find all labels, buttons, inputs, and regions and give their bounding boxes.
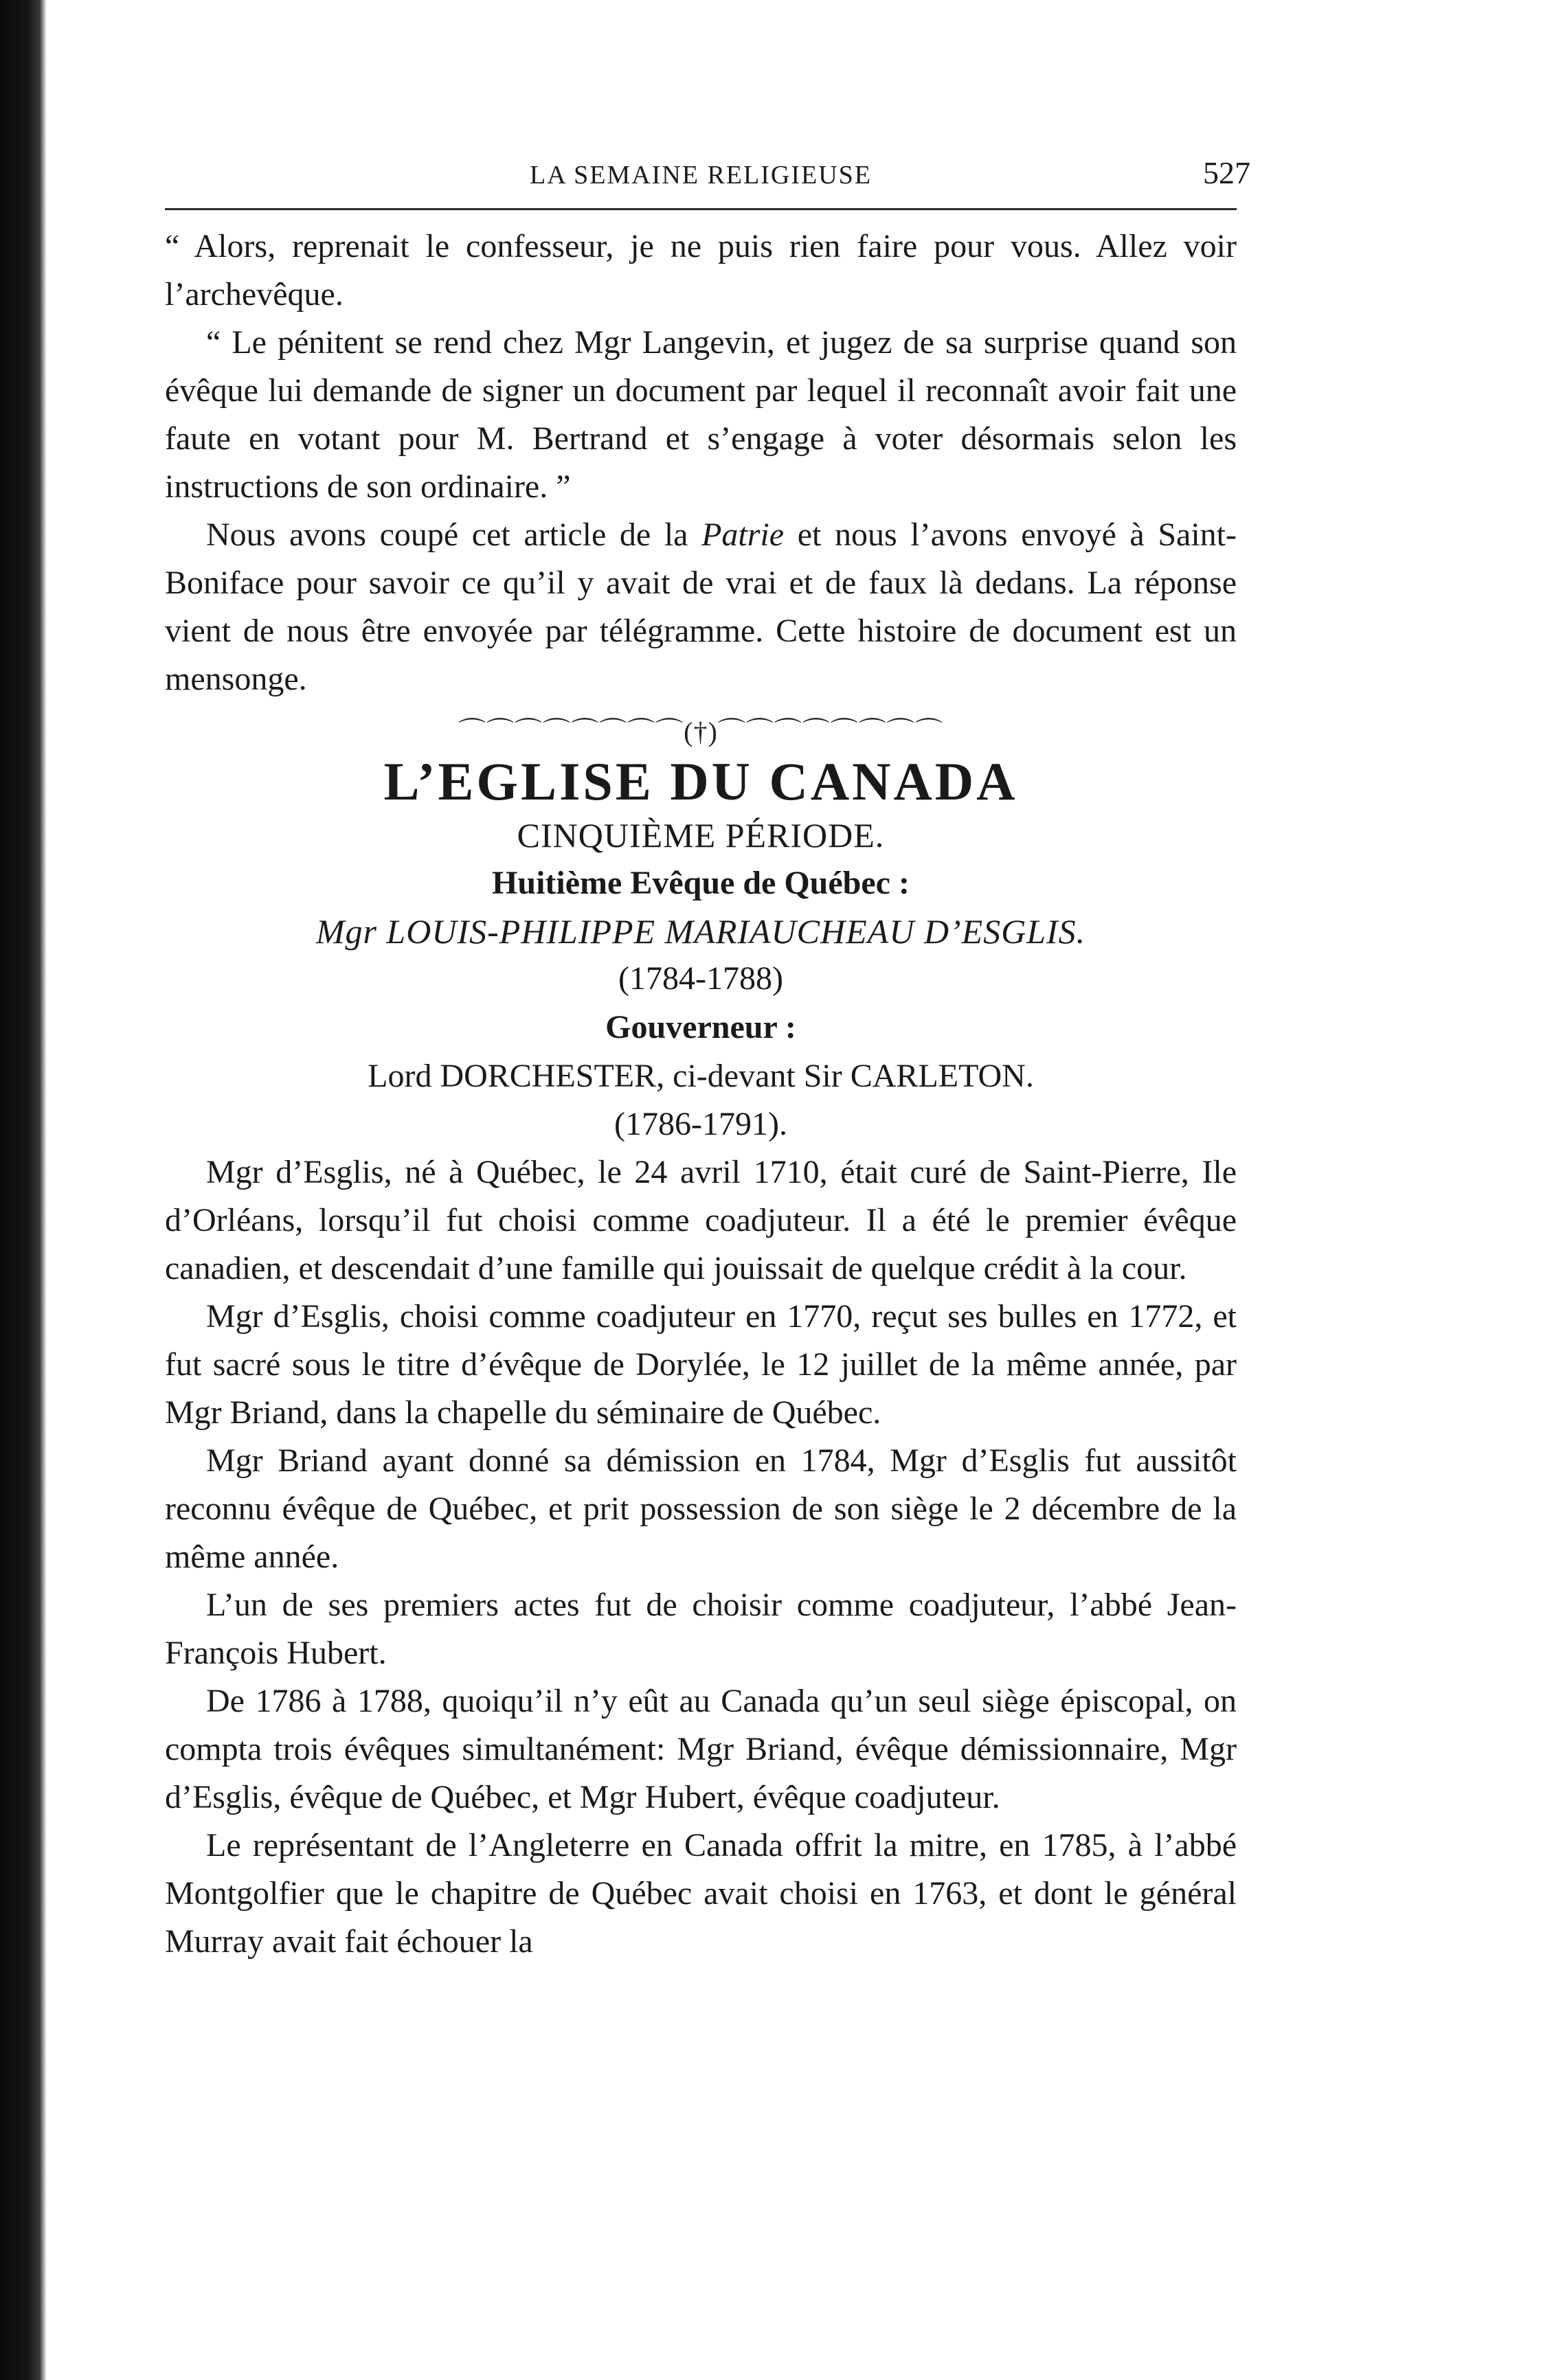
paragraph-patrie-end: et nous l’avons envoyé à Saint-Boniface pour savoir ce qu’il y avait de vrai et de faux là dedans. La réponse vient de nous être envoyée par télégramme. Cette histoire de document est un mensonge.: [165, 517, 1237, 697]
ornamental-divider: ⌒⌒⌒⌒⌒⌒⌒⌒(†)⌒⌒⌒⌒⌒⌒⌒⌒: [458, 716, 943, 747]
gouverneur-label: Gouverneur :: [605, 1009, 796, 1045]
paragraph-patrie: [165, 511, 1237, 703]
governor-name: Lord DORCHESTER, ci-devant Sir CARLETON.: [368, 1058, 1034, 1094]
period-heading: CINQUIÈME PÉRIODE.: [517, 816, 885, 854]
bishop-dates: (1784-1788): [618, 960, 783, 997]
paragraph-trois-eveques: De 1786 à 1788, quoiqu’il n’y eût au Canada qu’un seul siège épiscopal, on compta trois évêques simultanément: Mgr Briand, évêque démissionnaire, Mgr d’Esglis, évêque de Québec, et Mgr Hubert, évêque coadjuteur.: [165, 1683, 1237, 1815]
governor-dates: (1786-1791).: [614, 1106, 787, 1142]
section-title: L’EGLISE DU CANADA: [383, 751, 1018, 811]
paragraph-birth: Mgr d’Esglis, né à Québec, le 24 avril 1710, était curé de Saint-Pierre, Ile d’Orléans, lorsqu’il fut choisi comme coadjuteur. Il a été le premier évêque canadien, et descendait d’une famille qui jouissait de quelque crédit à la cour.: [165, 1154, 1237, 1287]
paragraph-confesseur: “ Alors, reprenait le confesseur, je ne puis rien faire pour vous. Allez voir l’archevêque.: [165, 228, 1237, 313]
paragraph-hubert: L’un de ses premiers actes fut de choisir comme coadjuteur, l’abbé Jean-François Hubert.: [165, 1587, 1237, 1671]
patrie-title: Patrie: [701, 517, 785, 553]
paragraph-coadjuteur: Mgr d’Esglis, choisi comme coadjuteur en 1770, reçut ses bulles en 1772, et fut sacré sous le titre d’évêque de Dorylée, le 12 juillet de la même année, par Mgr Briand, dans la chapelle du séminaire de Québec.: [165, 1298, 1237, 1431]
paragraph-demission: Mgr Briand ayant donné sa démission en 1784, Mgr d’Esglis fut aussitôt reconnu évêque de Québec, et prit possession de son siège le 2 décembre de la même année.: [165, 1442, 1237, 1575]
book-page: [165, 148, 1250, 1966]
paragraph-patrie-start: Nous avons coupé cet article de la: [206, 517, 702, 553]
bishop-name: Mgr LOUIS-PHILIPPE MARIAUCHEAU D’ESGLIS.: [315, 912, 1086, 951]
paragraph-penitent: “ Le pénitent se rend chez Mgr Langevin, et jugez de sa surprise quand son évêque lui demande de signer un document par lequel il reconnaît avoir fait une faute en votant pour M. Bertrand et s’engage à voter désormais selon les instructions de son ordinaire. ”: [165, 324, 1237, 505]
running-title: LA SEMAINE RELIGIEUSE: [530, 161, 872, 190]
book-spine-shadow: [0, 0, 47, 2380]
header-rule: [165, 208, 1237, 210]
page-number: 527: [1203, 155, 1250, 190]
running-head: [165, 148, 1250, 203]
eveque-label: Huitième Evêque de Québec :: [492, 865, 910, 901]
paragraph-montgolfier: Le représentant de l’Angleterre en Canada offrit la mitre, en 1785, à l’abbé Montgolfier que le chapitre de Québec avait choisi en 1763, et dont le général Murray avait fait échouer la: [165, 1827, 1237, 1960]
